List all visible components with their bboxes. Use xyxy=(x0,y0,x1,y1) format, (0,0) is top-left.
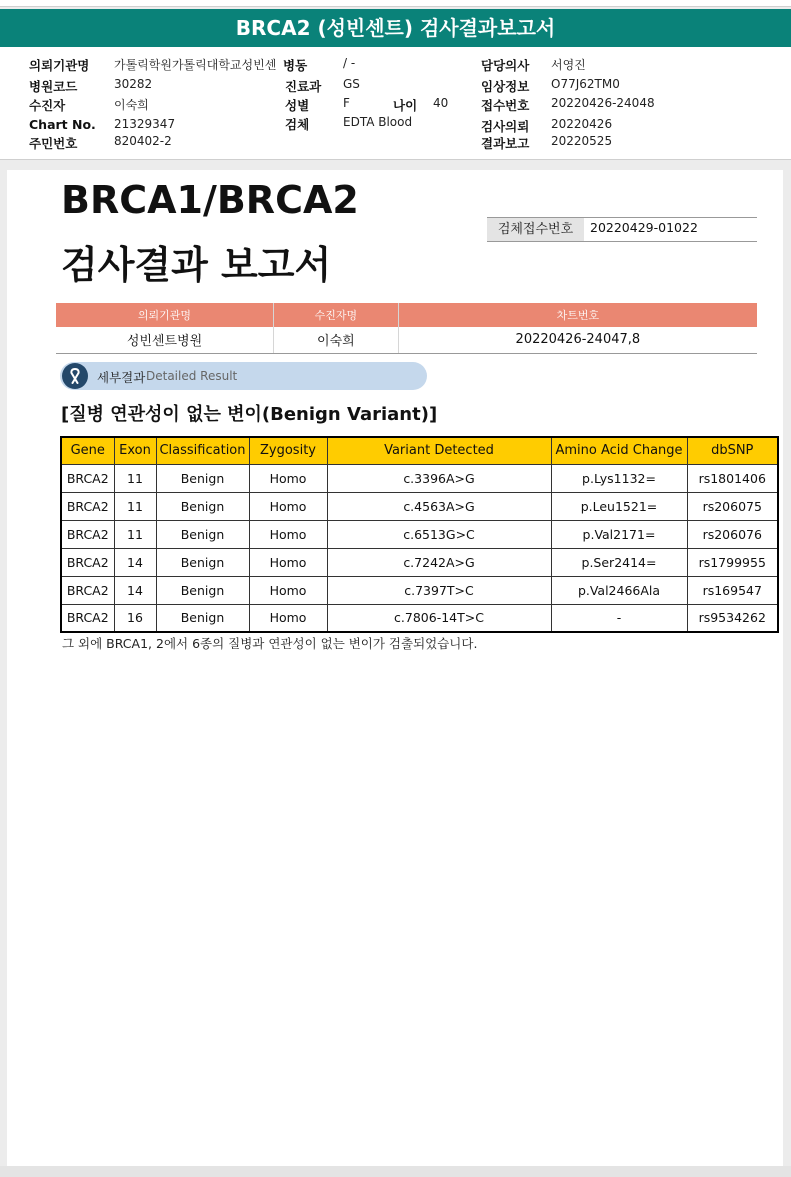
section-bar xyxy=(60,362,427,390)
bottom-edge xyxy=(0,1166,791,1177)
patient-label: 수진자 xyxy=(29,98,66,113)
report-title-line1: BRCA1/BRCA2 xyxy=(61,178,359,222)
cell-exon: 11 xyxy=(114,520,156,548)
clinical-info-value: O77J62TM0 xyxy=(551,77,620,91)
hospital-code-label: 병원코드 xyxy=(29,79,78,94)
cell-exon: 11 xyxy=(114,464,156,492)
cell-amino-acid: p.Lys1132= xyxy=(551,464,687,492)
table-row xyxy=(61,464,778,492)
cell-exon: 14 xyxy=(114,576,156,604)
section-title-en: Detailed Result xyxy=(146,369,238,383)
cell-classification: Benign xyxy=(156,548,249,576)
cell-dbsnp: rs206076 xyxy=(687,520,778,548)
col-header-amino-acid: Amino Acid Change xyxy=(551,437,687,464)
cell-exon: 11 xyxy=(114,492,156,520)
cell-variant: c.3396A>G xyxy=(327,464,551,492)
col-header-variant: Variant Detected xyxy=(327,437,551,464)
sex-value: F xyxy=(343,96,350,110)
cell-gene: BRCA2 xyxy=(61,464,114,492)
accession-label: 검체접수번호 xyxy=(487,218,584,241)
inst-header-institution: 의뢰기관명 xyxy=(56,303,273,327)
inst-value-patient: 이숙희 xyxy=(273,327,398,353)
inst-header-patient: 수진자명 xyxy=(273,303,398,327)
chart-no-value: 21329347 xyxy=(114,117,176,131)
cell-classification: Benign xyxy=(156,492,249,520)
report-title-line2: 검사결과 보고서 xyxy=(61,243,332,287)
ward-label: 병동 xyxy=(283,58,308,73)
inst-value-institution: 성빈센트병원 xyxy=(56,327,273,353)
cell-variant: c.7242A>G xyxy=(327,548,551,576)
cell-dbsnp: rs169547 xyxy=(687,576,778,604)
institution-value: 가톨릭학원가톨릭대학교성빈센 xyxy=(114,58,277,72)
patient-info-panel xyxy=(0,47,791,160)
rrn-label: 주민번호 xyxy=(29,136,78,151)
doctor-value: 서영진 xyxy=(551,58,586,72)
cell-amino-acid: p.Leu1521= xyxy=(551,492,687,520)
cell-zygosity: Homo xyxy=(249,492,327,520)
window-title: BRCA2 (성빈센트) 검사결과보고서 xyxy=(0,9,791,47)
chart-no-label: Chart No. xyxy=(29,117,96,132)
cell-zygosity: Homo xyxy=(249,604,327,632)
cell-amino-acid: p.Ser2414= xyxy=(551,548,687,576)
col-header-exon: Exon xyxy=(114,437,156,464)
cell-variant: c.4563A>G xyxy=(327,492,551,520)
variant-table xyxy=(60,436,779,633)
result-note: 그 외에 BRCA1, 2에서 6종의 질병과 연관성이 없는 변이가 검출되었습니다. xyxy=(62,636,478,651)
cell-dbsnp: rs1799955 xyxy=(687,548,778,576)
cell-gene: BRCA2 xyxy=(61,548,114,576)
cell-classification: Benign xyxy=(156,604,249,632)
specimen-value: EDTA Blood xyxy=(343,115,413,129)
section-title-ko: 세부결과 xyxy=(97,370,146,385)
cell-gene: BRCA2 xyxy=(61,604,114,632)
benign-variant-heading: [질병 연관성이 없는 변이(Benign Variant)] xyxy=(61,404,438,425)
table-row xyxy=(61,520,778,548)
inst-value-chart: 20220426-24047,8 xyxy=(398,327,757,353)
cell-variant: c.6513G>C xyxy=(327,520,551,548)
request-date-label: 검사의뢰 xyxy=(481,119,530,134)
cell-dbsnp: rs1801406 xyxy=(687,464,778,492)
table-row xyxy=(61,576,778,604)
cell-gene: BRCA2 xyxy=(61,576,114,604)
ribbon-icon xyxy=(62,363,88,389)
clinical-info-label: 임상정보 xyxy=(481,79,530,94)
sex-label: 성별 xyxy=(285,98,310,113)
receipt-no-value: 20220426-24048 xyxy=(551,96,655,110)
cell-amino-acid: p.Val2171= xyxy=(551,520,687,548)
col-header-zygosity: Zygosity xyxy=(249,437,327,464)
table-row xyxy=(61,604,778,632)
cell-zygosity: Homo xyxy=(249,520,327,548)
accession-box xyxy=(487,217,757,242)
col-header-gene: Gene xyxy=(61,437,114,464)
cell-zygosity: Homo xyxy=(249,576,327,604)
cell-gene: BRCA2 xyxy=(61,492,114,520)
table-row xyxy=(61,492,778,520)
request-date-value: 20220426 xyxy=(551,117,613,131)
cell-zygosity: Homo xyxy=(249,548,327,576)
dept-value: GS xyxy=(343,77,360,91)
table-row xyxy=(61,548,778,576)
cell-exon: 16 xyxy=(114,604,156,632)
ward-value: / - xyxy=(343,56,356,70)
institution-label: 의뢰기관명 xyxy=(29,58,90,73)
cell-zygosity: Homo xyxy=(249,464,327,492)
cell-amino-acid: - xyxy=(551,604,687,632)
age-label: 나이 xyxy=(393,98,418,113)
cell-variant: c.7806-14T>C xyxy=(327,604,551,632)
inst-header-chart: 차트번호 xyxy=(398,303,757,327)
age-value: 40 xyxy=(433,96,449,110)
accession-value: 20220429-01022 xyxy=(590,220,698,235)
rrn-value: 820402-2 xyxy=(114,134,172,148)
result-date-value: 20220525 xyxy=(551,134,613,148)
cell-gene: BRCA2 xyxy=(61,520,114,548)
result-date-label: 결과보고 xyxy=(481,136,530,151)
cell-classification: Benign xyxy=(156,576,249,604)
specimen-label: 검체 xyxy=(285,117,310,132)
report-page xyxy=(7,170,783,1166)
doctor-label: 담당의사 xyxy=(481,58,530,73)
col-header-classification: Classification xyxy=(156,437,249,464)
cell-dbsnp: rs206075 xyxy=(687,492,778,520)
cell-dbsnp: rs9534262 xyxy=(687,604,778,632)
hospital-code-value: 30282 xyxy=(114,77,153,91)
cell-amino-acid: p.Val2466Ala xyxy=(551,576,687,604)
cell-exon: 14 xyxy=(114,548,156,576)
cell-classification: Benign xyxy=(156,464,249,492)
patient-value: 이숙희 xyxy=(114,98,149,112)
institution-table xyxy=(56,303,757,354)
window-top-edge xyxy=(0,0,791,7)
col-header-dbsnp: dbSNP xyxy=(687,437,778,464)
cell-variant: c.7397T>C xyxy=(327,576,551,604)
receipt-no-label: 접수번호 xyxy=(481,98,530,113)
dept-label: 진료과 xyxy=(285,79,322,94)
cell-classification: Benign xyxy=(156,520,249,548)
